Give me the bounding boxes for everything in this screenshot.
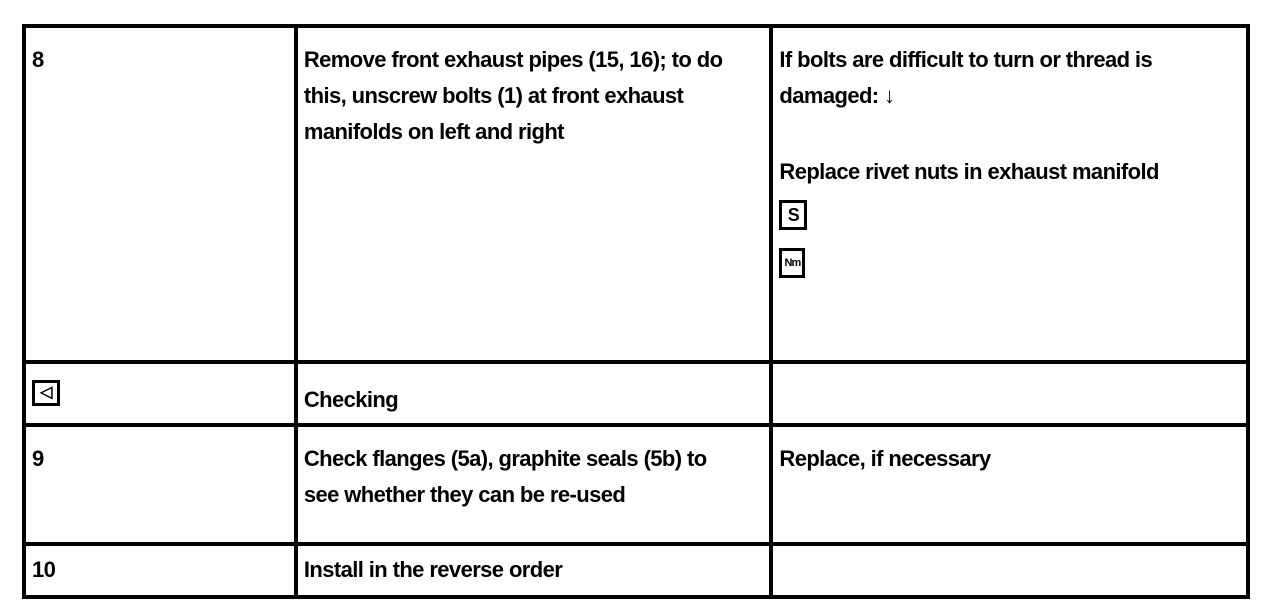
- table-row: [24, 362, 1248, 425]
- step-number: 10: [32, 557, 56, 582]
- section-heading: Checking: [303, 387, 399, 412]
- torque-nm-icon: Nm: [779, 248, 805, 278]
- action-text-line: this, unscrew bolts (1) at front exhaust: [303, 83, 684, 108]
- action-cell: [296, 544, 772, 597]
- action-text-line: Install in the reverse order: [303, 557, 563, 582]
- note-cell: [771, 544, 1248, 597]
- special-tool-icon-row: [779, 190, 1240, 234]
- torque-icon-row: [779, 234, 1240, 278]
- step-number: 8: [32, 47, 44, 72]
- checking-triangle-icon: ◁: [32, 380, 60, 406]
- procedure-table: [22, 24, 1250, 599]
- note-cell: [771, 425, 1248, 544]
- table-row: [24, 26, 1248, 362]
- note-text-line: Replace, if necessary: [779, 446, 991, 471]
- table-row: [24, 544, 1248, 597]
- step-cell: [24, 425, 296, 544]
- step-cell: [24, 362, 296, 425]
- note-cell: [771, 362, 1248, 425]
- action-text-line: see whether they can be re-used: [303, 482, 626, 507]
- note-text-line: Replace rivet nuts in exhaust manifold: [779, 159, 1159, 184]
- section-heading-cell: [296, 362, 772, 425]
- step-cell: [24, 26, 296, 362]
- action-text-line: Remove front exhaust pipes (15, 16); to do: [303, 47, 723, 72]
- step-cell: [24, 544, 296, 597]
- note-spacer: [779, 114, 1240, 154]
- step-number: 9: [32, 446, 44, 471]
- action-text-line: manifolds on left and right: [303, 119, 564, 144]
- note-cell: [771, 26, 1248, 362]
- action-text-line: Check flanges (5a), graphite seals (5b) to: [303, 446, 707, 471]
- note-text-line: If bolts are difficult to turn or thread is: [779, 47, 1153, 72]
- special-tool-icon: S: [779, 200, 807, 230]
- note-text-line: damaged: ↓: [779, 83, 895, 108]
- action-cell: [296, 425, 772, 544]
- table-row: [24, 425, 1248, 544]
- action-cell: [296, 26, 772, 362]
